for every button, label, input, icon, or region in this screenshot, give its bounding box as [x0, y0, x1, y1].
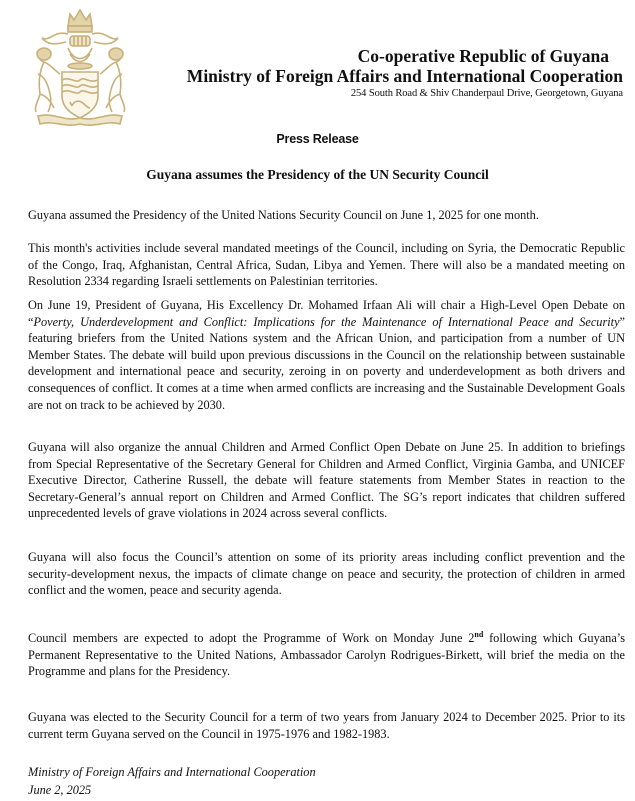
coat-of-arms-icon — [24, 4, 136, 128]
ministry-address: 254 South Road & Shiv Chanderpaul Drive, Georgetown, Guyana — [350, 88, 623, 99]
paragraph-3-text-after: ” featuring briefers from the United Nations system and the African Union, and participation from a number of UN Member States. The debate will build upon previous discussions in the Council on the relationship between sustainable development and international peace and security, zeroing in on poverty and underdevelopment as both drivers and consequences of conflict. It comes at a time when armed conflicts are increasing and the Sustainable Development Goals are not on track to be achieved by 2030. — [28, 314, 625, 412]
signature-date: June 2, 2025 — [28, 783, 92, 797]
paragraph-6-text-before: Council members are expected to adopt the Programme of Work on Monday June 2 — [28, 631, 475, 645]
paragraph-1: Guyana assumed the Presidency of the United Nations Security Council on June 1, 2025 for one month. — [28, 208, 539, 222]
paragraph-3 — [28, 297, 625, 413]
paragraph-3-text-before: On June 19, President of Guyana, His Excellency Dr. Mohamed Irfaan Ali will chair a High-Level Open Debate on “ — [28, 298, 625, 329]
signature-block — [28, 763, 528, 799]
document-type-label: Press Release — [276, 132, 359, 146]
letterhead — [143, 46, 623, 100]
paragraph-6-text-after: following which Guyana’s Permanent Representative to the United Nations, Ambassador Carolyn Rodrigues-Birkett, will brief the media on the Programme and plans for the Presidency. — [28, 631, 625, 679]
paragraph-6 — [28, 630, 625, 680]
ministry-name: Ministry of Foreign Affairs and International Cooperation — [186, 66, 623, 86]
debate-title: Poverty, Underdevelopment and Conflict: Implications for the Maintenance of International Peace and Security — [33, 314, 620, 329]
press-release-headline: Guyana assumes the Presidency of the UN Security Council — [146, 167, 489, 182]
paragraph-4: Guyana will also organize the annual Children and Armed Conflict Open Debate on June 25. In addition to briefings from Special Representative of the Secretary General for Children and Armed Conflict, Virginia Gamba, and UNICEF Executive Director, Catherine Russell, the debate will feature statements from Member States in reaction to the Secretary-General’s annual report on Children and Armed Conflict. The SG’s report indicates that children suffered unprecedented levels of grave violations in 2024 across several conflicts. — [28, 440, 625, 521]
paragraph-2: This month's activities include several mandated meetings of the Council, including on Syria, the Democratic Republic of the Congo, Iraq, Afghanistan, Central Africa, Sudan, Libya and Yemen. There will also be a mandated meeting on Resolution 2334 regarding Israeli settlements on Palestinian territories. — [28, 241, 625, 289]
country-name: Co-operative Republic of Guyana — [357, 46, 609, 66]
paragraph-5: Guyana will also focus the Council’s attention on some of its priority areas including conflict prevention and the security-development nexus, the impacts of climate change on peace and security, the protection of children in armed conflict and the women, peace and security agenda. — [28, 550, 625, 598]
signature-issuer: Ministry of Foreign Affairs and International Cooperation — [28, 765, 316, 779]
paragraph-7: Guyana was elected to the Security Council for a term of two years from January 2024 to December 2025. Prior to its current term Guyana served on the Council in 1975-1976 and 1982-1983. — [28, 710, 625, 741]
ordinal-suffix: nd — [474, 630, 484, 639]
